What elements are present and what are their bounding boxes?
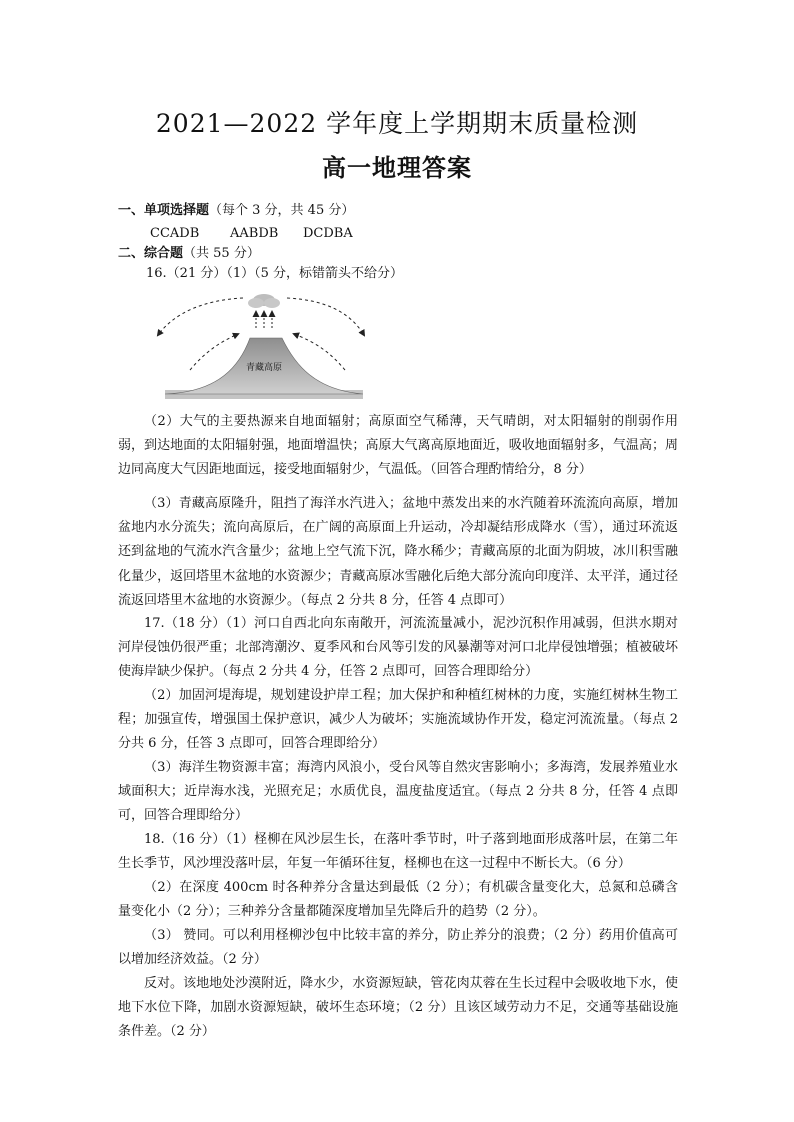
q16-intro: 16.（21 分）（1）（5 分，标错箭头不给分） xyxy=(146,266,404,281)
q18-part1: 18.（16 分）（1）柽柳在风沙层生长，在落叶季节时，叶子落到地面形成落叶层，在第二年生长季节，风沙埋没落叶层，年复一年循环往复，柽柳也在这一过程中不断长大。（6 分） xyxy=(118,832,678,872)
diagram-label: 青藏高原 xyxy=(245,363,283,373)
plateau-circulation-diagram xyxy=(150,290,380,402)
page-subtitle: 高一地理答案 xyxy=(322,153,472,182)
mc-answer-group-3: DCDBA xyxy=(303,226,353,241)
q17-part2: （2）加固河堤海堤，规划建设护岸工程；加大保护和种植红树林的力度，实施红树林生物工程；加强宣传，增强国土保护意识，减少人为破坏；实施流域协作开发，稳定河流流量。（每点 2 分共 6 分，任答 3 点即可，回答合理即给分） xyxy=(118,688,678,752)
q17-part3: （3）海洋生物资源丰富；海湾内风浪小，受台风等自然灾害影响小；多海湾，发展养殖业水域面积大；近岸海水浅，光照充足；水质优良，温度盐度适宜。（每点 2 分共 8 分，任答 4 点即可，回答合理即给分） xyxy=(118,760,678,824)
q18-part4: 反对。该地地处沙漠附近，降水少，水资源短缺，管花肉苁蓉在生长过程中会吸收地下水，使地下水位下降，加剧水资源短缺，破坏生态环境；（2 分）且该区域劳动力不足，交通等基础设施条件差。（2 分） xyxy=(118,976,678,1040)
q18-part2: （2）在深度 400cm 时各种养分含量达到最低（2 分）；有机碳含量变化大，总氮和总磷含量变化小（2 分）；三种养分含量都随深度增加呈先降后升的趋势（2 分）。 xyxy=(118,880,678,920)
page-title: 2021—2022 学年度上学期期末质量检测 xyxy=(155,109,639,138)
section2-header xyxy=(118,246,260,262)
section2-note: （共 55 分） xyxy=(183,246,260,261)
section1-heading: 一、单项选择题 xyxy=(118,203,210,218)
q18-part3: （3） 赞同。可以利用柽柳沙包中比较丰富的养分，防止养分的浪费；（2 分）药用价值高可以增加经济效益。（2 分） xyxy=(118,928,678,968)
section1-note: （每个 3 分，共 45 分） xyxy=(209,203,355,218)
updraft-arrows xyxy=(256,312,272,328)
mc-answer-group-2: AABDB xyxy=(230,226,279,241)
mc-answer-group-1: CCADB xyxy=(150,226,200,241)
q16-part3: （3）青藏高原隆升，阻挡了海洋水汽进入；盆地中蒸发出来的水汽随着环流流向高原，增加盆地内水分流失；流向高原后，在广阔的高原面上升运动，冷却凝结形成降水（雪），通过环流返还到盆地的气流水汽含量少；盆地上空气流下沉，降水稀少；青藏高原的北面为阴坡，冰川积雪融化量少，返回塔里木盆地的水资源少；青藏高原冰雪融化后绝大部分流向印度洋、太平洋，通过径流返回塔里木盆地的水资源少。（每点 2 分共 8 分，任答 4 点即可） xyxy=(118,496,678,608)
section1-header xyxy=(118,203,354,219)
q17-part1: 17.（18 分）（1）河口自西北向东南敞开，河流流量减小，泥沙沉积作用减弱，但洪水期对河岸侵蚀仍很严重；北部湾潮汐、夏季风和台风等引发的风暴潮等对河口北岸侵蚀增强；植被破坏使海岸缺少保护。（每点 2 分共 4 分，任答 2 点即可，回答合理即给分） xyxy=(118,616,678,680)
q16-part2: （2）大气的主要热源来自地面辐射；高原面空气稀薄，天气晴朗，对太阳辐射的削弱作用弱，到达地面的太阳辐射强，地面增温快；高原大气离高原地面近，吸收地面辐射多，气温高；周边同高度大气因距地面远，接受地面辐射少，气温低。（回答合理酌情给分，8 分） xyxy=(118,414,678,478)
cloud-icon xyxy=(248,294,280,308)
section2-heading: 二、综合题 xyxy=(118,246,184,261)
